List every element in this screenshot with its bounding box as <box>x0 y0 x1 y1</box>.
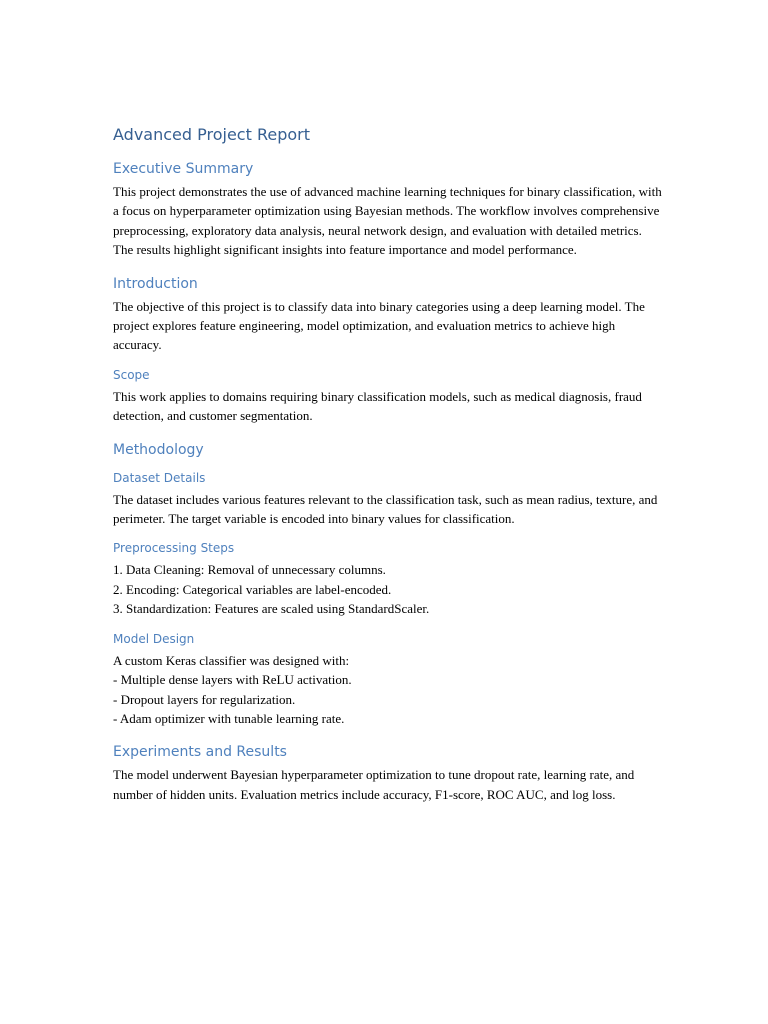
experiments-section <box>113 742 663 804</box>
dataset-heading: Dataset Details <box>113 470 206 485</box>
scope-subsection <box>113 367 663 426</box>
experiments-body: The model underwent Bayesian hyperparameter optimization to tune dropout rate, learning rate, and number of hidden units. Evaluation metrics include accuracy, F1-score, ROC AUC, and log loss. <box>113 767 635 802</box>
document-content <box>113 124 663 818</box>
methodology-section <box>113 440 663 729</box>
model-design-heading: Model Design <box>113 631 195 646</box>
methodology-heading: Methodology <box>113 441 204 458</box>
model-design-line: - Adam optimizer with tunable learning rate. <box>113 710 345 726</box>
scope-body: This work applies to domains requiring binary classification models, such as medical diagnosis, fraud detection, and customer segmentation. <box>113 388 642 424</box>
executive-summary-heading: Executive Summary <box>113 161 254 177</box>
executive-summary-body: This project demonstrates the use of advanced machine learning techniques for binary classification, with a focus on hyperparameter optimization using Bayesian methods. The workflow involves comprehensive preprocessing, exploratory data analysis, neural network design, and evaluation with detailed metrics. The results highlight significant insights into feature importance and model performance. <box>113 184 662 258</box>
experiments-heading: Experiments and Results <box>113 744 287 761</box>
introduction-section <box>113 274 663 426</box>
introduction-heading: Introduction <box>113 275 198 292</box>
model-design-line: A custom Keras classifier was designed with: <box>113 652 350 668</box>
document-title: Advanced Project Report <box>113 125 310 144</box>
dataset-body: The dataset includes various features relevant to the classification task, such as mean radius, texture, and perimeter. The target variable is encoded into binary values for classification. <box>113 491 658 527</box>
model-design-list <box>113 651 663 729</box>
introduction-body: The objective of this project is to classify data into binary categories using a deep learning model. The project explores feature engineering, model optimization, and evaluation metrics to achieve high accuracy. <box>113 298 645 353</box>
model-design-subsection <box>113 631 663 729</box>
model-design-line: - Multiple dense layers with ReLU activation. <box>113 672 352 688</box>
preprocessing-step: 2. Encoding: Categorical variables are label-encoded. <box>113 581 392 597</box>
preprocessing-step: 3. Standardization: Features are scaled using StandardScaler. <box>113 601 430 617</box>
model-design-line: - Dropout layers for regularization. <box>113 691 296 707</box>
dataset-subsection <box>113 470 663 529</box>
preprocessing-heading: Preprocessing Steps <box>113 541 235 556</box>
preprocessing-list <box>113 560 663 618</box>
preprocessing-subsection <box>113 540 663 618</box>
executive-summary-section <box>113 159 663 260</box>
preprocessing-step: 1. Data Cleaning: Removal of unnecessary columns. <box>113 562 386 578</box>
scope-heading: Scope <box>113 367 150 382</box>
